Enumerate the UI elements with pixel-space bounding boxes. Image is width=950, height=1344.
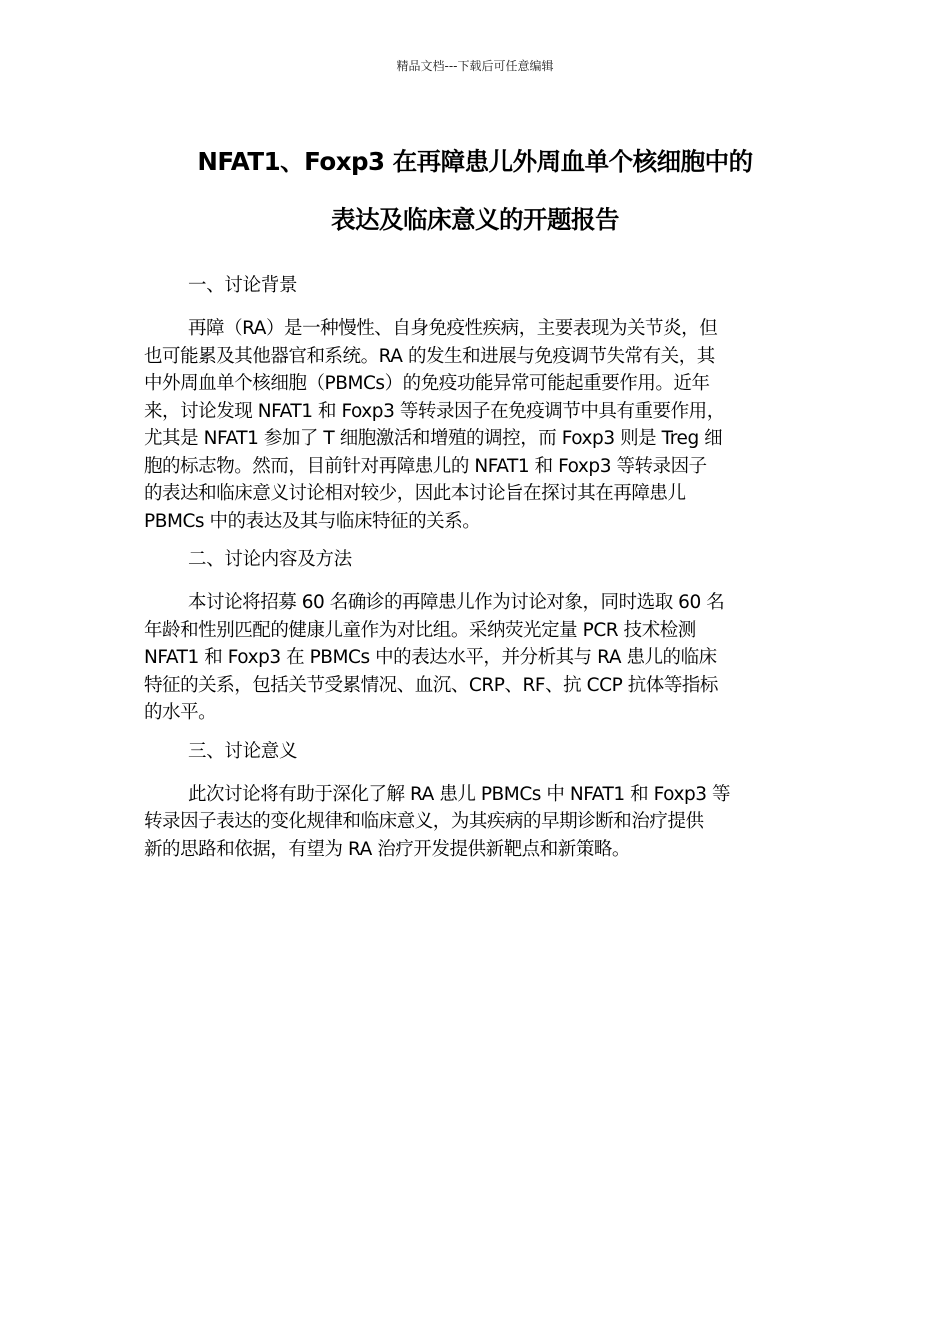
section-heading-significance: 三、讨论意义 xyxy=(188,740,298,762)
paragraph-line: 新的思路和依据，有望为 RA 治疗开发提供新靶点和新策略。 xyxy=(144,838,630,860)
paragraph-line: 本讨论将招募 60 名确诊的再障患儿作为讨论对象，同时选取 60 名 xyxy=(188,592,725,613)
paragraph-line: 胞的标志物。然而，目前针对再障患儿的 NFAT1 和 Foxp3 等转录因子 xyxy=(144,455,707,477)
paragraph-line: 特征的关系，包括关节受累情况、血沉、CRP、RF、抗 CCP 抗体等指标 xyxy=(144,674,718,696)
document-title xyxy=(120,133,830,249)
title-line-1: NFAT1、Foxp3 在再障患儿外周血单个核细胞中的 xyxy=(197,147,753,176)
paragraph-line: 也可能累及其他器官和系统。RA 的发生和进展与免疫调节失常有关，其 xyxy=(144,345,715,367)
section-heading-background: 一、讨论背景 xyxy=(188,275,298,296)
header-note: 精品文档---下载后可任意编辑 xyxy=(396,59,554,73)
paragraph-line: 中外周血单个核细胞（PBMCs）的免疫功能异常可能起重要作用。近年 xyxy=(144,373,710,394)
paragraph-line: 来，讨论发现 NFAT1 和 Foxp3 等转录因子在免疫调节中具有重要作用， xyxy=(144,400,725,422)
section-paragraph-methods xyxy=(144,589,808,727)
paragraph-line: 年龄和性别匹配的健康儿童作为对比组。采纳荧光定量 PCR 技术检测 xyxy=(144,619,696,641)
paragraph-line: 转录因子表达的变化规律和临床意义，为其疾病的早期诊断和治疗提供 xyxy=(144,811,704,832)
section-paragraph-background xyxy=(144,315,808,535)
document-body xyxy=(144,272,808,863)
title-line-2: 表达及临床意义的开题报告 xyxy=(331,205,619,234)
paragraph-line: 尤其是 NFAT1 参加了 T 细胞激活和增殖的调控，而 Foxp3 则是 Treg 细 xyxy=(144,428,723,449)
paragraph-line: PBMCs 中的表达及其与临床特征的关系。 xyxy=(144,510,481,532)
paragraph-line: NFAT1 和 Foxp3 在 PBMCs 中的表达水平，并分析其与 RA 患儿的临床 xyxy=(144,647,717,668)
paragraph-line: 的表达和临床意义讨论相对较少，因此本讨论旨在探讨其在再障患儿 xyxy=(144,483,686,504)
section-heading-methods: 二、讨论内容及方法 xyxy=(188,549,352,570)
paragraph-line: 的水平。 xyxy=(144,702,217,723)
paragraph-line: 再障（RA）是一种慢性、自身免疫性疾病，主要表现为关节炎，但 xyxy=(188,318,718,339)
paragraph-line: 此次讨论将有助于深化了解 RA 患儿 PBMCs 中 NFAT1 和 Foxp3 等 xyxy=(188,783,731,805)
section-paragraph-significance xyxy=(144,781,808,864)
